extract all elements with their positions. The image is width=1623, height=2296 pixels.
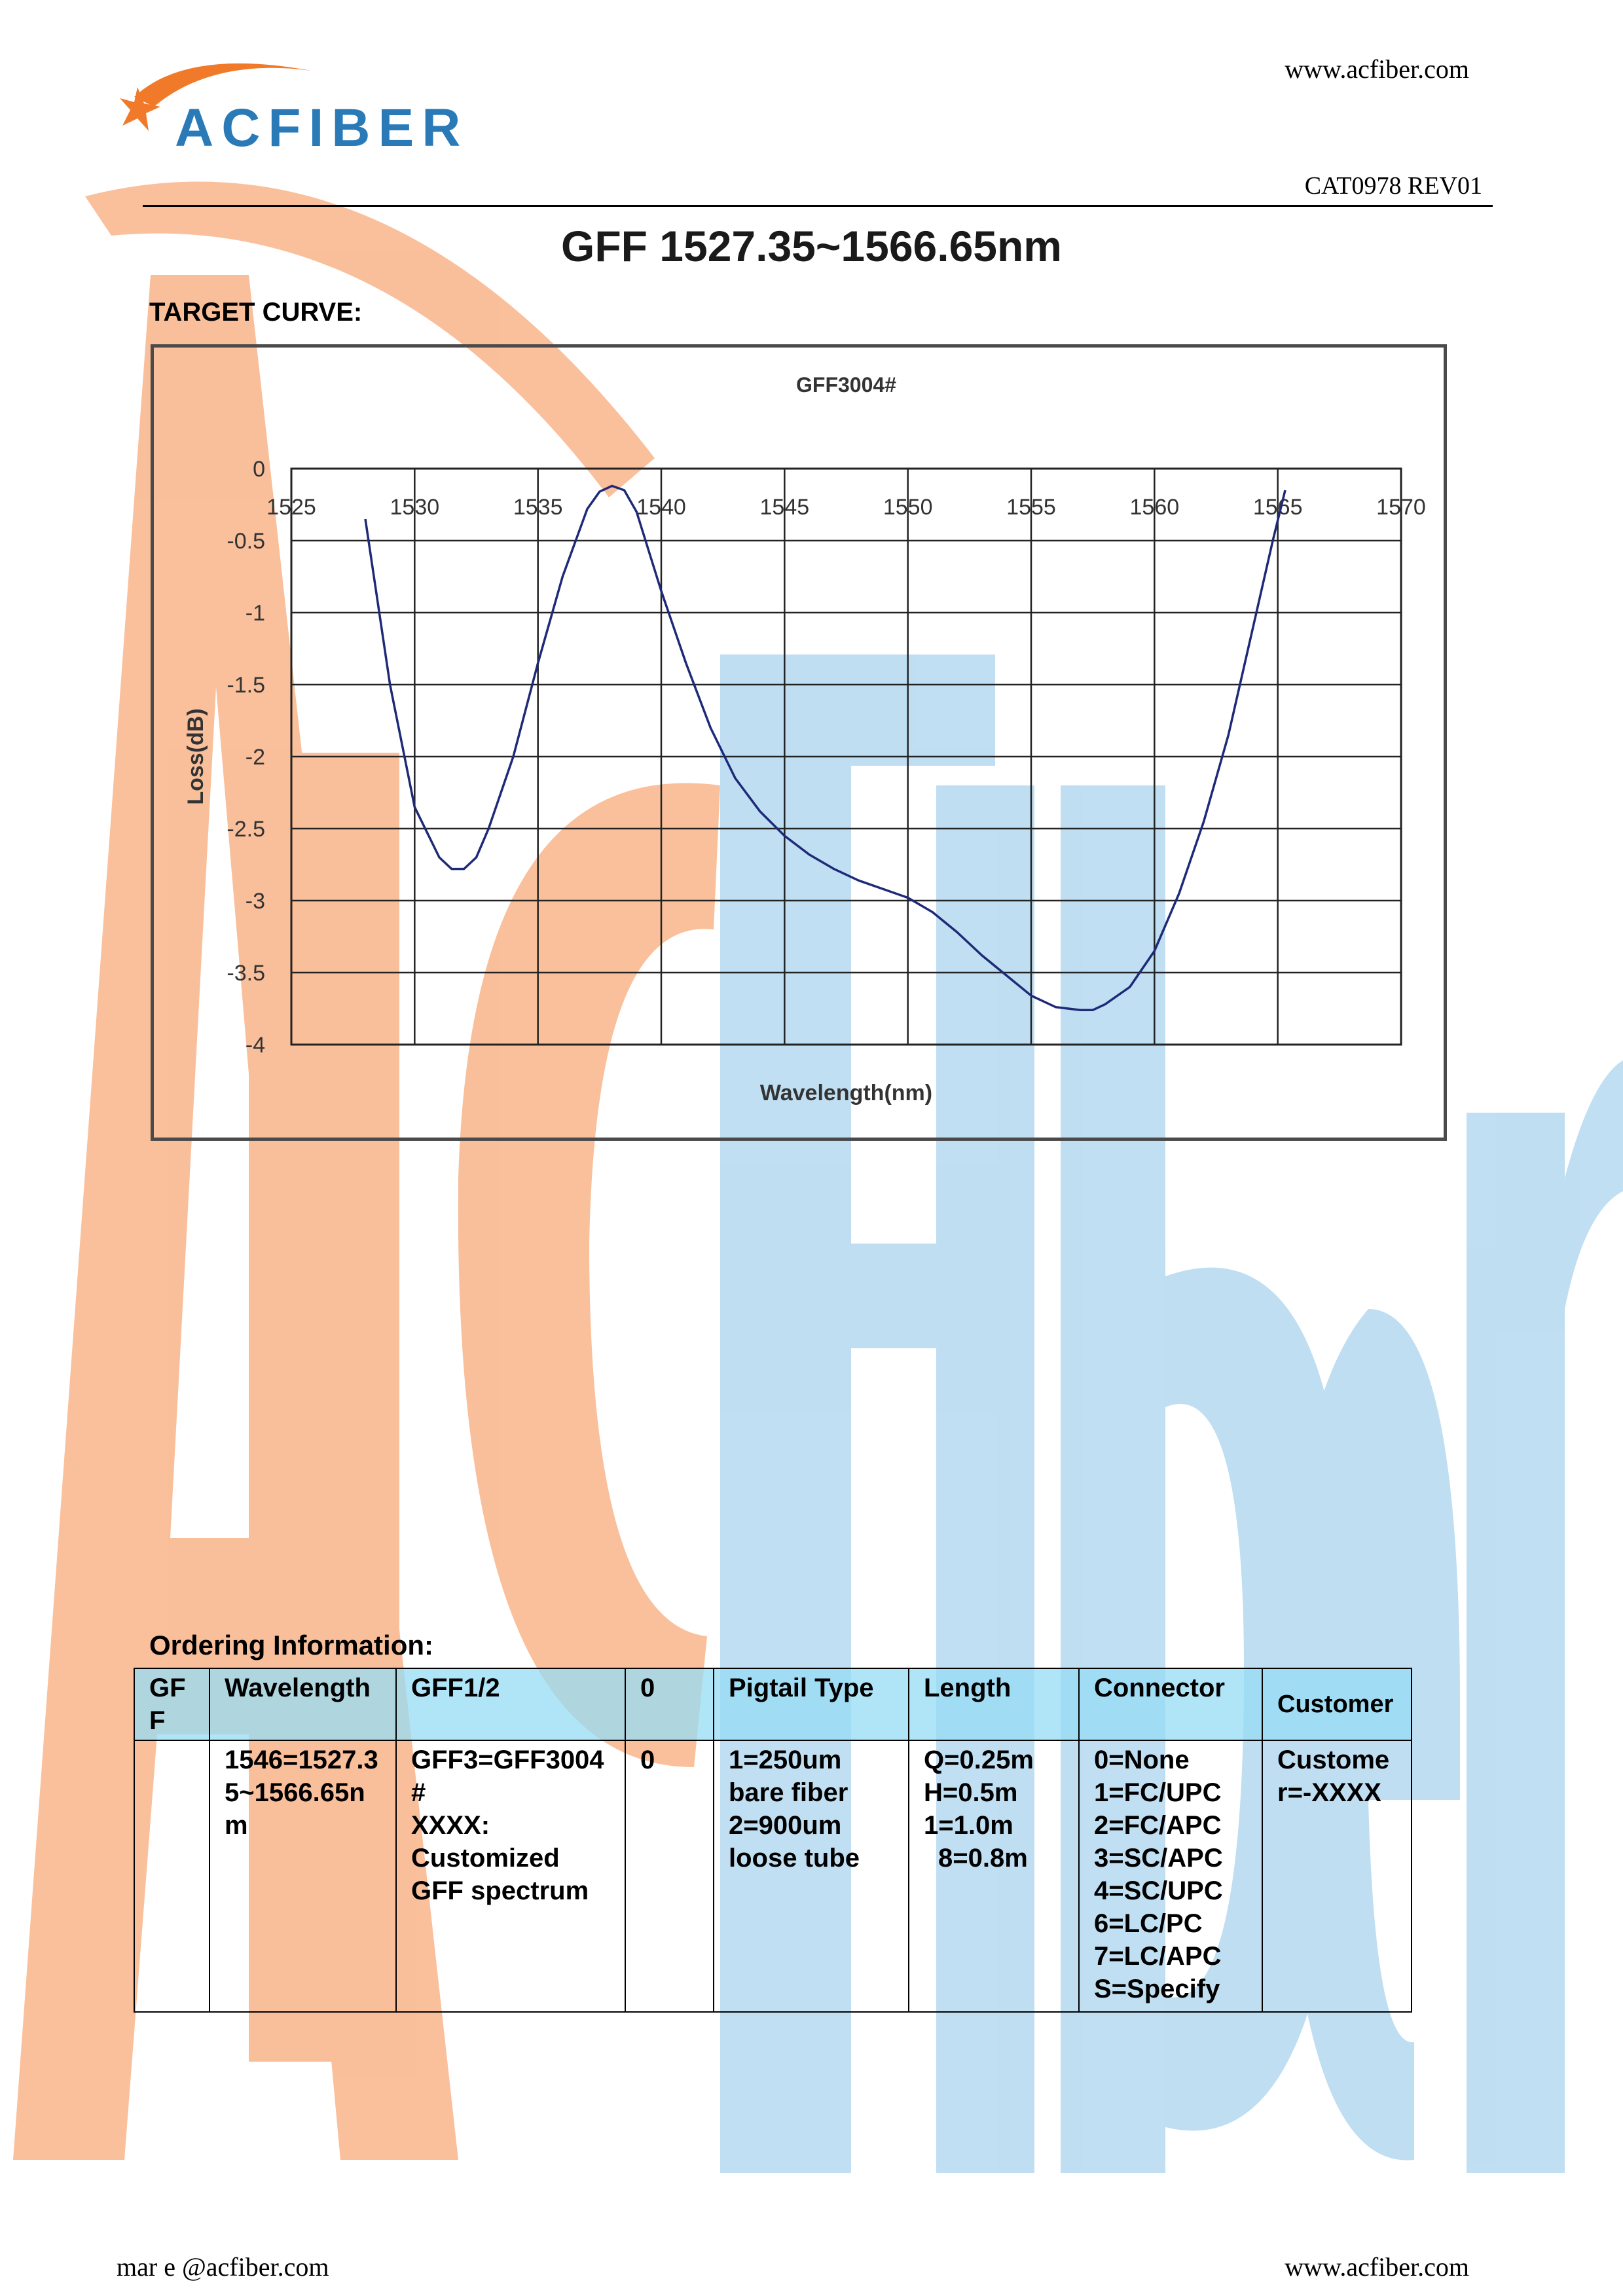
cell-customer: Customer=-XXXX xyxy=(1262,1740,1412,2012)
watermark-letter-r xyxy=(1467,1113,1565,2173)
cell-line: 4=SC/UPC xyxy=(1094,1876,1223,1905)
x-tick-label: 1530 xyxy=(390,495,440,520)
y-tick-label: -4 xyxy=(245,1033,265,1058)
cell-pigtail-type xyxy=(714,1740,909,2012)
x-axis-label: Wavelength(nm) xyxy=(759,1081,933,1105)
y-tick-label: -2.5 xyxy=(227,817,265,842)
target-curve-chart xyxy=(151,344,1447,1141)
x-tick-label: 1550 xyxy=(883,495,933,520)
doc-code: CAT0978 REV01 xyxy=(1304,172,1482,200)
cell-line: GFF spectrum xyxy=(411,1876,589,1905)
y-tick-label: -1 xyxy=(245,601,265,626)
cell-line: 6=LC/PC xyxy=(1094,1909,1203,1938)
header-gff-type: GFF1/2 xyxy=(396,1668,625,1740)
cell-line: 8=0.8m xyxy=(938,1844,1028,1873)
cell-line: 2=900um xyxy=(729,1811,842,1840)
x-tick-label: 1535 xyxy=(513,495,563,520)
y-tick-label: -0.5 xyxy=(227,529,265,554)
cell-line: 7=LC/APC xyxy=(1094,1942,1222,1971)
cell-line: 2=FC/APC xyxy=(1094,1811,1222,1840)
x-tick-label: 1525 xyxy=(266,495,316,520)
ordering-table xyxy=(134,1668,1412,2013)
cell-line: S=Specify xyxy=(1094,1975,1220,2003)
x-tick-label: 1570 xyxy=(1376,495,1426,520)
ordering-information-label: Ordering Information: xyxy=(149,1630,433,1660)
cell-connector xyxy=(1079,1740,1262,2012)
cell-line: 1=FC/UPC xyxy=(1094,1778,1222,1807)
x-tick-label: 1545 xyxy=(759,495,810,520)
y-tick-label: -3 xyxy=(245,889,265,914)
page-title: GFF 1527.35~1566.65nm xyxy=(561,222,1062,270)
cell-line: bare fiber xyxy=(729,1778,848,1807)
cell-line: H=0.5m xyxy=(924,1778,1018,1807)
cell-line: Customized xyxy=(411,1844,560,1873)
table-row xyxy=(134,1740,1412,2012)
series-line xyxy=(365,486,1285,1010)
cell-wavelength: 1546=1527.35~1566.65nm xyxy=(210,1740,396,2012)
cell-line: 0=None xyxy=(1094,1746,1190,1774)
x-tick-label: 1540 xyxy=(636,495,686,520)
acfiber-logo xyxy=(115,51,468,162)
footer-email[interactable]: mar e @acfiber.com xyxy=(117,2252,329,2282)
cell-length xyxy=(909,1740,1079,2012)
header-customer: Customer xyxy=(1262,1668,1412,1740)
header-divider xyxy=(143,205,1493,207)
y-tick-label: -3.5 xyxy=(227,961,265,986)
y-tick-label: -1.5 xyxy=(227,673,265,698)
x-tick-label: 1555 xyxy=(1006,495,1056,520)
chart-svg xyxy=(154,348,1444,1138)
cell-gff xyxy=(134,1740,210,2012)
cell-line: XXXX: xyxy=(411,1811,490,1840)
cell-line: 1=1.0m xyxy=(924,1811,1013,1840)
header-gff: GFF xyxy=(134,1668,210,1740)
table-header-row xyxy=(134,1668,1412,1740)
chart-title: GFF3004# xyxy=(796,373,896,397)
footer-url[interactable]: www.acfiber.com xyxy=(1285,2252,1469,2282)
cell-line: 1=250um xyxy=(729,1746,842,1774)
y-tick-label: -2 xyxy=(245,745,265,770)
cell-zero: 0 xyxy=(625,1740,714,2012)
cell-line: Q=0.25m xyxy=(924,1746,1034,1774)
target-curve-label: TARGET CURVE: xyxy=(149,298,363,327)
y-axis-label: Loss(dB) xyxy=(183,708,208,805)
x-tick-label: 1565 xyxy=(1252,495,1303,520)
x-tick-label: 1560 xyxy=(1129,495,1180,520)
header-length: Length xyxy=(909,1668,1079,1740)
cell-line: GFF3=GFF3004# xyxy=(411,1746,604,1807)
cell-line: loose tube xyxy=(729,1844,860,1873)
header-url[interactable]: www.acfiber.com xyxy=(1285,54,1469,84)
cell-gff-type xyxy=(396,1740,625,2012)
svg-text:ACFIBER: ACFIBER xyxy=(175,98,468,158)
header-pigtail-type: Pigtail Type xyxy=(714,1668,909,1740)
header-zero: 0 xyxy=(625,1668,714,1740)
y-tick-label: 0 xyxy=(253,457,265,482)
header-wavelength: Wavelength xyxy=(210,1668,396,1740)
cell-line: 3=SC/APC xyxy=(1094,1844,1223,1873)
header-connector: Connector xyxy=(1079,1668,1262,1740)
